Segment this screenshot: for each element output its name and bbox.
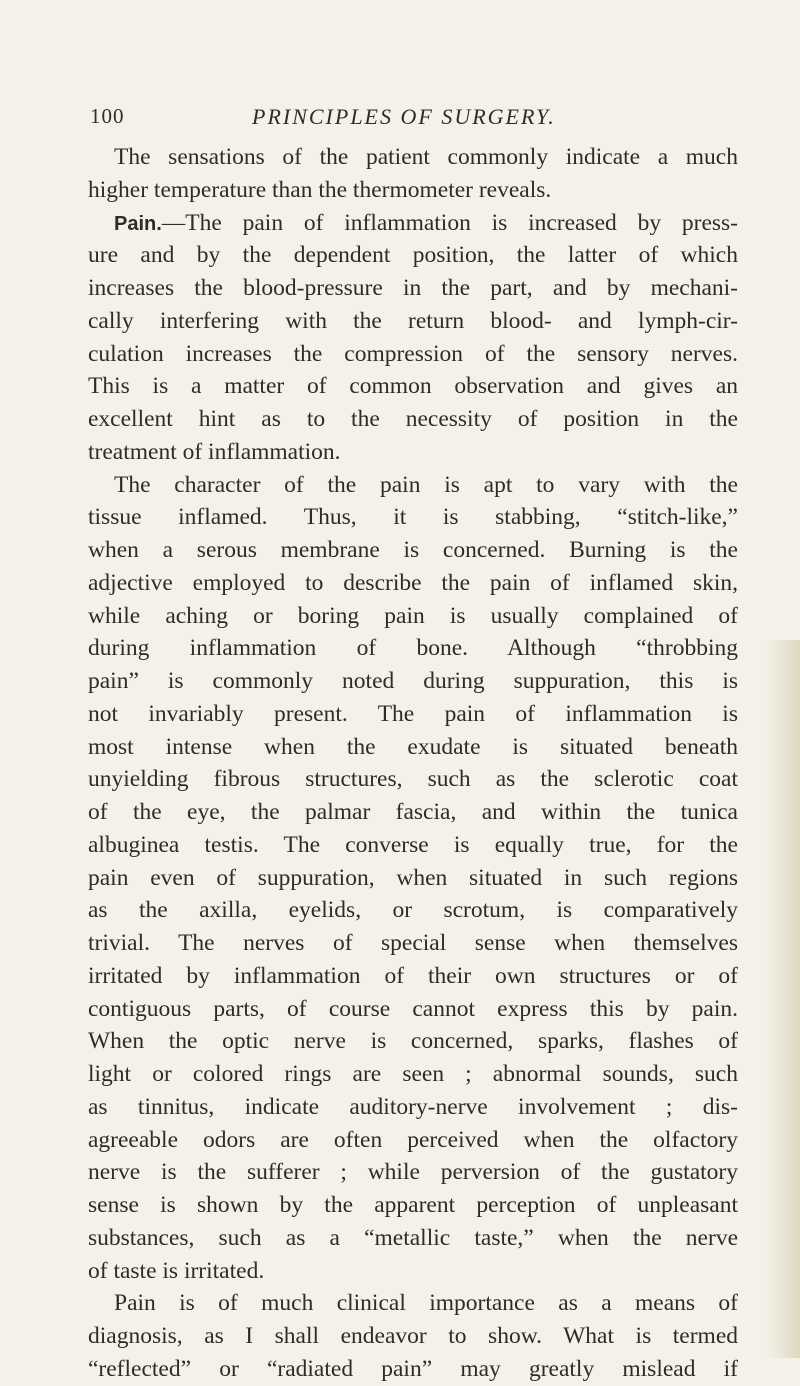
text-line: nerve is the sufferer ; while perversion of the gustatory (88, 1159, 738, 1186)
text-line: —The pain of inflammation is increased by press- (161, 209, 738, 236)
text-line: as the axilla, eyelids, or scrotum, is comparatively (88, 897, 738, 924)
text-line: most intense when the exudate is situated beneath (88, 733, 738, 760)
text-line: ure and by the dependent position, the latter of which (88, 242, 738, 269)
text-line: When the optic nerve is concerned, sparks, flashes of (88, 1028, 738, 1055)
text-line: when a serous membrane is concerned. Burning is the (88, 537, 738, 563)
text-line: unyielding fibrous structures, such as the sclerotic coat (88, 766, 738, 793)
text-line: The sensations of the patient commonly indicate a much (114, 144, 738, 170)
text-line: tissue inflamed. Thus, it is stabbing, “stitch-like,” (88, 504, 738, 531)
text-line: not invariably present. The pain of inflammation is (88, 700, 738, 727)
text-line: of the eye, the palmar fascia, and within the tunica (88, 799, 738, 825)
text-line: agreeable odors are often perceived when the olfactory (88, 1126, 738, 1153)
text-line: pain even of suppuration, when situated in such regions (88, 864, 738, 891)
text-line: as tinnitus, indicate auditory-nerve involvement ; dis- (88, 1093, 738, 1120)
text-line: trivial. The nerves of special sense when themselves (88, 930, 738, 956)
text-line: light or colored rings are seen ; abnormal sounds, such (88, 1061, 738, 1087)
section-heading-pain: Pain. (114, 212, 162, 235)
text-line: adjective employed to describe the pain of inflamed skin, (88, 569, 738, 596)
page-header (90, 104, 750, 134)
body-text (88, 141, 738, 1386)
text-line: during inflammation of bone. Although “throbbing (88, 635, 738, 662)
text-line: sense is shown by the apparent perception of unpleasant (88, 1192, 738, 1218)
text-line: culation increases the compression of the sensory nerves. (88, 340, 738, 367)
text-line: “reflected” or “radiated pain” may greatly mislead if (88, 1355, 738, 1382)
text-line: while aching or boring pain is usually complained of (88, 602, 738, 629)
text-line: higher temperature than the thermometer reveals. (88, 176, 552, 203)
text-line: The character of the pain is apt to vary with the (114, 471, 738, 498)
text-line: albuginea testis. The converse is equally true, for the (88, 831, 738, 858)
text-line: of taste is irritated. (88, 1257, 265, 1284)
text-line-with-heading (88, 207, 738, 240)
text-line: increases the blood-pressure in the part, and by mechani- (88, 275, 738, 301)
text-line: diagnosis, as I shall endeavor to show. What is termed (88, 1323, 738, 1349)
text-line: treatment of inflammation. (88, 438, 341, 465)
running-head: PRINCIPLES OF SURGERY. (252, 104, 556, 129)
text-line: Pain is of much clinical importance as a means of (114, 1290, 738, 1317)
text-line: This is a matter of common observation and gives an (88, 373, 738, 400)
text-line: excellent hint as to the necessity of position in the (88, 406, 738, 432)
text-line: irritated by inflammation of their own structures or of (88, 962, 738, 989)
text-line: cally interfering with the return blood- and lymph-cir- (88, 307, 738, 334)
text-line: pain” is commonly noted during suppuration, this is (88, 668, 738, 694)
text-line: contiguous parts, of course cannot express this by pain. (88, 995, 738, 1022)
page-edge-shading (766, 640, 800, 1358)
page-number: 100 (90, 104, 125, 128)
text-line: substances, such as a “metallic taste,” when the nerve (88, 1224, 738, 1251)
